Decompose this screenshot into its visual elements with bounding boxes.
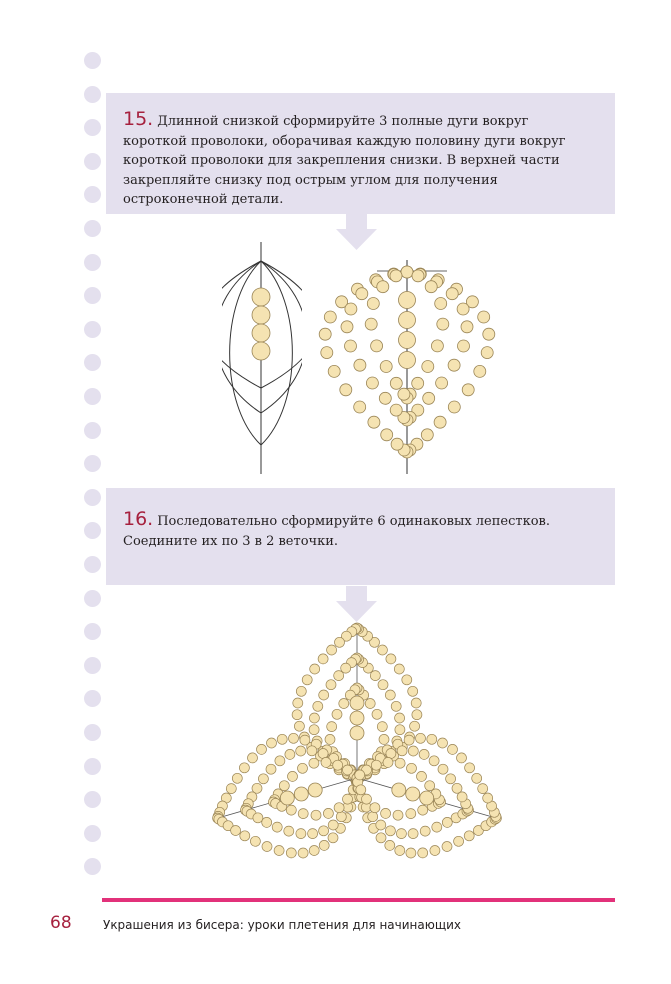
bead — [401, 266, 413, 278]
bead — [350, 726, 364, 740]
bead — [481, 347, 493, 359]
page-number: 68 — [50, 913, 72, 933]
bead — [309, 725, 319, 735]
bead — [386, 654, 396, 664]
bead — [343, 794, 353, 804]
bead — [336, 812, 346, 822]
bead — [391, 701, 401, 711]
bead — [333, 760, 343, 770]
bead — [395, 713, 405, 723]
bead — [319, 328, 331, 340]
bead — [354, 359, 366, 371]
bead — [332, 709, 342, 719]
bead — [309, 846, 319, 856]
bead — [408, 686, 418, 696]
bead — [266, 764, 276, 774]
step-16-number: 16. — [123, 508, 154, 530]
bead — [292, 710, 302, 720]
bead — [356, 785, 366, 795]
bead — [328, 833, 338, 843]
bead — [252, 288, 270, 306]
bead — [478, 784, 488, 794]
bead — [461, 321, 473, 333]
bead — [423, 392, 435, 404]
bead — [406, 848, 416, 858]
bead — [343, 765, 353, 775]
bead — [390, 404, 402, 416]
notebook-hole — [84, 86, 101, 103]
bead — [398, 388, 410, 400]
bead — [395, 758, 405, 768]
bead — [442, 817, 452, 827]
bead — [355, 770, 365, 780]
bead — [365, 318, 377, 330]
bead — [379, 392, 391, 404]
bead — [323, 808, 333, 818]
bead — [437, 318, 449, 330]
bead — [390, 377, 402, 389]
bead — [399, 352, 416, 369]
bead — [296, 829, 306, 839]
bead — [289, 733, 299, 743]
down-arrow-icon — [336, 214, 377, 250]
notebook-hole — [84, 657, 101, 674]
bead — [366, 377, 378, 389]
three-petal-branch-diagram — [200, 618, 520, 880]
bead — [262, 817, 272, 827]
notebook-hole — [84, 119, 101, 136]
beaded-leaf-diagram — [316, 258, 498, 476]
bead — [308, 829, 318, 839]
bead — [328, 365, 340, 377]
notebook-hole — [84, 422, 101, 439]
bead — [438, 738, 448, 748]
bead — [310, 664, 320, 674]
bead — [399, 332, 416, 349]
bead — [464, 831, 474, 841]
bead — [240, 831, 250, 841]
bead — [298, 809, 308, 819]
bead — [294, 721, 304, 731]
bead — [298, 763, 308, 773]
bead — [418, 848, 428, 858]
bead — [298, 848, 308, 858]
bead — [474, 365, 486, 377]
bead — [340, 384, 352, 396]
bead — [365, 699, 375, 709]
bead — [288, 771, 298, 781]
bead — [420, 826, 430, 836]
bead — [422, 361, 434, 373]
bead — [286, 805, 296, 815]
bead — [376, 820, 386, 830]
bead — [319, 690, 329, 700]
bead — [418, 805, 428, 815]
bead — [367, 298, 379, 310]
bead — [309, 713, 319, 723]
bead — [380, 361, 392, 373]
bead — [302, 675, 312, 685]
step-15-description: Длинной снизкой сформируйте 3 полные дуги вокруг короткой проволоки, оборачивая каждую половину дуги вокруг короткой проволоки для закрепления снизки. В верхней части закрепляйте снизку под острым углом для получения остроконечной детали. — [123, 114, 566, 207]
bead — [250, 836, 260, 846]
bead — [318, 654, 328, 664]
notebook-hole — [84, 522, 101, 539]
notebook-hole — [84, 287, 101, 304]
bead — [391, 438, 403, 450]
bead — [335, 637, 345, 647]
notebook-hole — [84, 354, 101, 371]
bead — [284, 826, 294, 836]
bead — [293, 698, 303, 708]
bead — [239, 763, 249, 773]
bead — [377, 645, 387, 655]
bead — [454, 836, 464, 846]
bead — [406, 809, 416, 819]
step-16-text — [123, 510, 593, 551]
bead — [325, 734, 335, 744]
bead — [275, 756, 285, 766]
bead — [328, 820, 338, 830]
step-15-number: 15. — [123, 108, 154, 130]
bead — [386, 749, 396, 759]
bead — [376, 833, 386, 843]
bead — [404, 735, 414, 745]
bead — [425, 281, 437, 293]
bead — [399, 292, 416, 309]
bead — [435, 298, 447, 310]
bead — [419, 749, 429, 759]
bead — [252, 324, 270, 342]
bead — [277, 734, 287, 744]
notebook-hole — [84, 758, 101, 775]
bead — [321, 757, 331, 767]
bead — [406, 787, 420, 801]
bead — [356, 288, 368, 300]
bead — [272, 822, 282, 832]
bead — [483, 328, 495, 340]
bead — [379, 734, 389, 744]
book-title: Украшения из бисера: уроки плетения для начинающих — [103, 918, 462, 932]
bead — [394, 664, 404, 674]
bead — [483, 793, 493, 803]
bead — [334, 803, 344, 813]
bead — [431, 340, 443, 352]
bead — [294, 787, 308, 801]
bead — [253, 813, 263, 823]
notebook-hole — [84, 321, 101, 338]
bead — [280, 791, 294, 805]
bead — [417, 771, 427, 781]
bead — [442, 842, 452, 852]
wire-arc — [222, 261, 261, 388]
bead — [420, 791, 434, 805]
notebook-hole — [84, 489, 101, 506]
bead — [354, 401, 366, 413]
bead — [410, 721, 420, 731]
bead — [478, 311, 490, 323]
bead — [377, 281, 389, 293]
step-15-box — [106, 93, 615, 214]
bead — [381, 808, 391, 818]
notebook-hole — [84, 220, 101, 237]
bead — [313, 701, 323, 711]
bead — [258, 774, 268, 784]
bead — [465, 763, 475, 773]
notebook-holes — [84, 52, 102, 882]
bead — [296, 746, 306, 756]
bead — [350, 696, 364, 710]
bead — [327, 645, 337, 655]
bead — [319, 840, 329, 850]
notebook-hole — [84, 254, 101, 271]
bead — [371, 760, 381, 770]
bead — [296, 686, 306, 696]
bead — [232, 773, 242, 783]
bead — [226, 784, 236, 794]
bead — [385, 840, 395, 850]
bead — [252, 342, 270, 360]
bead — [436, 377, 448, 389]
bead — [429, 756, 439, 766]
bead — [378, 680, 388, 690]
bead — [311, 810, 321, 820]
bead — [412, 377, 424, 389]
bead — [327, 722, 337, 732]
bead — [446, 774, 456, 784]
bead — [399, 312, 416, 329]
bead — [267, 738, 277, 748]
bead — [402, 675, 412, 685]
bead — [396, 829, 406, 839]
bead — [362, 794, 372, 804]
bead — [262, 842, 272, 852]
bead — [368, 812, 378, 822]
bead — [458, 340, 470, 352]
notebook-hole — [84, 791, 101, 808]
bead — [370, 803, 380, 813]
bead — [448, 359, 460, 371]
bead — [307, 746, 317, 756]
bead — [321, 347, 333, 359]
bead — [408, 746, 418, 756]
bead — [371, 340, 383, 352]
bead — [397, 746, 407, 756]
bead — [326, 680, 336, 690]
bead — [324, 311, 336, 323]
notebook-hole — [84, 186, 101, 203]
bead — [252, 306, 270, 324]
bead — [385, 826, 395, 836]
bead — [341, 321, 353, 333]
bead — [472, 773, 482, 783]
bead — [372, 709, 382, 719]
bead — [248, 753, 258, 763]
bead — [434, 416, 446, 428]
bead — [350, 711, 364, 725]
bead — [408, 829, 418, 839]
bead — [448, 401, 460, 413]
notebook-hole — [84, 556, 101, 573]
step-16-description: Последовательно сформируйте 6 одинаковых лепестков. Соедините их по 3 в 2 веточки. — [123, 514, 550, 549]
bead — [432, 822, 442, 832]
bead — [425, 781, 435, 791]
bead — [395, 846, 405, 856]
notebook-hole — [84, 623, 101, 640]
wire-arcs-diagram — [222, 242, 302, 474]
bead — [383, 757, 393, 767]
bead — [309, 758, 319, 768]
bead — [457, 303, 469, 315]
bead — [345, 340, 357, 352]
notebook-hole — [84, 590, 101, 607]
bead — [412, 270, 424, 282]
bead — [286, 848, 296, 858]
bead — [279, 781, 289, 791]
notebook-hole — [84, 388, 101, 405]
bead — [412, 710, 422, 720]
bead — [345, 303, 357, 315]
bead — [300, 735, 310, 745]
bead — [438, 764, 448, 774]
bead — [407, 763, 417, 773]
bead — [381, 429, 393, 441]
down-arrow-icon-2 — [336, 586, 377, 622]
bead — [430, 846, 440, 856]
bead — [318, 749, 328, 759]
bead — [339, 699, 349, 709]
bead — [452, 783, 462, 793]
bead — [390, 270, 402, 282]
wire-arc — [261, 261, 302, 388]
bead — [427, 734, 437, 744]
notebook-hole — [84, 153, 101, 170]
bead — [368, 416, 380, 428]
bead — [395, 725, 405, 735]
notebook-hole — [84, 858, 101, 875]
bead — [411, 698, 421, 708]
bead — [392, 783, 406, 797]
notebook-hole — [84, 52, 101, 69]
bead — [393, 810, 403, 820]
bead — [462, 384, 474, 396]
notebook-hole — [84, 455, 101, 472]
bead — [457, 753, 467, 763]
notebook-hole — [84, 724, 101, 741]
bead — [385, 690, 395, 700]
notebook-hole — [84, 690, 101, 707]
bead — [319, 826, 329, 836]
bead — [446, 288, 458, 300]
bead — [274, 846, 284, 856]
bead — [421, 429, 433, 441]
bead — [285, 749, 295, 759]
bead — [334, 671, 344, 681]
bead — [448, 744, 458, 754]
bead — [416, 733, 426, 743]
step-16-box — [106, 488, 615, 585]
bead — [308, 783, 322, 797]
step-15-text — [123, 110, 593, 210]
bead — [231, 826, 241, 836]
bead — [377, 722, 387, 732]
footer-rule — [102, 898, 615, 902]
notebook-hole — [84, 825, 101, 842]
bead — [257, 744, 267, 754]
